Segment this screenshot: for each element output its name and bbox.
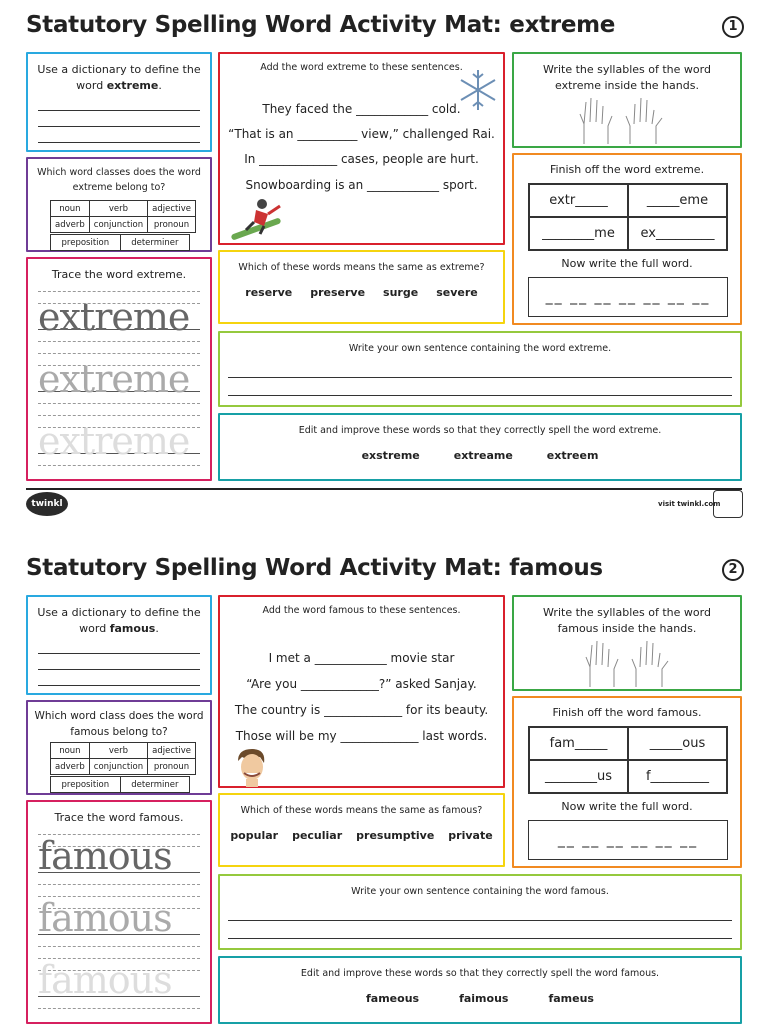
answer-line[interactable] bbox=[228, 920, 732, 921]
snowboarder-icon bbox=[226, 196, 288, 242]
trace-word-medium: extreme bbox=[38, 357, 190, 401]
word-classes-table bbox=[50, 200, 196, 233]
word-classes-box bbox=[26, 700, 212, 795]
edit-instruction: Edit and improve these words so that they correctly spell the word famous. bbox=[300, 968, 660, 979]
answer-line[interactable] bbox=[228, 395, 732, 396]
answer-line[interactable] bbox=[38, 110, 200, 111]
trace-label: Trace the word extreme. bbox=[51, 268, 187, 281]
misspelling-option[interactable]: extreame bbox=[453, 449, 513, 462]
footer-divider bbox=[26, 488, 742, 490]
option-surge[interactable]: surge bbox=[383, 286, 419, 299]
edit-options bbox=[220, 992, 740, 1005]
class-noun[interactable]: noun bbox=[51, 743, 90, 759]
twinkl-logo: twinkl bbox=[26, 492, 68, 516]
own-sentence-instruction: Write your own sentence containing the word extreme. bbox=[348, 343, 612, 354]
word-classes-table-row3 bbox=[50, 776, 190, 793]
full-word-label: Now write the full word. bbox=[561, 800, 693, 813]
answer-line[interactable] bbox=[38, 685, 200, 686]
define-instruction: Use a dictionary to define the word extreme. bbox=[37, 63, 201, 92]
class-adverb[interactable]: adverb bbox=[51, 759, 90, 775]
option-presumptive[interactable]: presumptive bbox=[356, 829, 435, 842]
sentence-4[interactable]: Snowboarding is an ____________ sport. bbox=[245, 178, 478, 192]
own-sentence-instruction: Write your own sentence containing the word famous. bbox=[351, 886, 609, 897]
visit-link[interactable]: visit twinkl.com bbox=[658, 500, 721, 508]
edit-box bbox=[218, 413, 742, 481]
sentences-instruction: Add the word extreme to these sentences. bbox=[260, 62, 463, 73]
synonym-options bbox=[220, 286, 503, 299]
class-preposition[interactable]: preposition bbox=[51, 777, 121, 793]
class-conjunction[interactable]: conjunction bbox=[89, 759, 147, 775]
finish-box bbox=[512, 153, 742, 325]
finish-grid bbox=[528, 726, 728, 794]
class-determiner[interactable]: determiner bbox=[120, 235, 189, 251]
full-word-field[interactable]: __ __ __ __ __ __ __ bbox=[528, 277, 728, 317]
option-peculiar[interactable]: peculiar bbox=[292, 829, 343, 842]
class-conjunction[interactable]: conjunction bbox=[89, 217, 147, 233]
trace-word-light: famous bbox=[38, 958, 172, 1002]
misspelling-option[interactable]: fameus bbox=[548, 992, 594, 1005]
edit-box bbox=[218, 956, 742, 1024]
answer-line[interactable] bbox=[228, 938, 732, 939]
hands-icon[interactable] bbox=[578, 96, 666, 146]
misspelling-option[interactable]: extreem bbox=[546, 449, 599, 462]
class-pronoun[interactable]: pronoun bbox=[148, 759, 196, 775]
word-classes-question: Which word classes does the word extreme belong to? bbox=[37, 167, 201, 193]
synonym-question: Which of these words means the same as famous? bbox=[240, 805, 483, 816]
define-instruction: Use a dictionary to define the word famous. bbox=[37, 606, 201, 635]
answer-line[interactable] bbox=[38, 653, 200, 654]
class-adjective[interactable]: adjective bbox=[148, 201, 196, 217]
page-title: Statutory Spelling Word Activity Mat: extreme bbox=[26, 12, 616, 38]
synonym-options bbox=[220, 829, 503, 842]
sentence-2[interactable]: “Are you _____________?” asked Sanjay. bbox=[246, 677, 477, 691]
snowflake-icon bbox=[458, 68, 498, 112]
class-noun[interactable]: noun bbox=[51, 201, 90, 217]
synonym-box bbox=[218, 793, 505, 867]
edit-instruction: Edit and improve these words so that they correctly spell the word extreme. bbox=[298, 425, 662, 436]
trace-word-dark: famous bbox=[38, 834, 172, 878]
edit-options bbox=[220, 449, 740, 462]
answer-line[interactable] bbox=[228, 377, 732, 378]
own-sentence-box bbox=[218, 331, 742, 407]
word-classes-question: Which word class does the word famous belong to? bbox=[34, 710, 204, 738]
quality-badge-icon bbox=[713, 490, 743, 518]
trace-label: Trace the word famous. bbox=[54, 811, 184, 824]
activity-mat-famous bbox=[0, 543, 768, 1024]
finish-cell[interactable]: extr_____ bbox=[529, 184, 628, 217]
class-verb[interactable]: verb bbox=[89, 743, 147, 759]
sentence-1[interactable]: I met a ____________ movie star bbox=[268, 651, 455, 665]
answer-line[interactable] bbox=[38, 126, 200, 127]
finish-box bbox=[512, 696, 742, 868]
trace-box bbox=[26, 257, 212, 481]
trace-word-dark: extreme bbox=[38, 295, 190, 339]
option-preserve[interactable]: preserve bbox=[310, 286, 366, 299]
sentences-instruction: Add the word famous to these sentences. bbox=[262, 605, 461, 616]
class-determiner[interactable]: determiner bbox=[120, 777, 189, 793]
trace-word-medium: famous bbox=[38, 896, 172, 940]
word-classes-table-row3 bbox=[50, 234, 190, 251]
page-number: 2 bbox=[722, 559, 744, 581]
option-popular[interactable]: popular bbox=[230, 829, 279, 842]
option-private[interactable]: private bbox=[448, 829, 493, 842]
finish-cell[interactable]: ________us bbox=[529, 760, 628, 793]
trace-word-light: extreme bbox=[38, 419, 190, 463]
hands-icon[interactable] bbox=[584, 639, 672, 689]
finish-cell[interactable]: fam_____ bbox=[529, 727, 628, 760]
finish-cell[interactable]: _____eme bbox=[628, 184, 727, 217]
synonym-box bbox=[218, 250, 505, 324]
finish-cell[interactable]: ex_________ bbox=[628, 217, 727, 250]
finish-cell[interactable]: ________me bbox=[529, 217, 628, 250]
finish-cell[interactable]: f_________ bbox=[628, 760, 727, 793]
syllables-box bbox=[512, 52, 742, 148]
define-box bbox=[26, 595, 212, 695]
sentence-3[interactable]: The country is _____________ for its beauty. bbox=[234, 703, 489, 717]
page-title: Statutory Spelling Word Activity Mat: famous bbox=[26, 555, 603, 581]
option-severe[interactable]: severe bbox=[436, 286, 478, 299]
finish-grid bbox=[528, 183, 728, 251]
class-pronoun[interactable]: pronoun bbox=[148, 217, 196, 233]
finish-cell[interactable]: _____ous bbox=[628, 727, 727, 760]
word-classes-table bbox=[50, 742, 196, 775]
sentences-box bbox=[218, 52, 505, 245]
sentence-3[interactable]: In _____________ cases, people are hurt. bbox=[244, 152, 479, 166]
own-sentence-box bbox=[218, 874, 742, 950]
misspelling-option[interactable]: exstreme bbox=[361, 449, 420, 462]
syllables-instruction: Write the syllables of the word extreme inside the hands. bbox=[543, 63, 711, 92]
celebrity-icon bbox=[230, 747, 274, 787]
full-word-field[interactable]: __ __ __ __ __ __ bbox=[528, 820, 728, 860]
finish-instruction: Finish off the word famous. bbox=[552, 706, 702, 719]
misspelling-option[interactable]: fameous bbox=[366, 992, 420, 1005]
sentence-4[interactable]: Those will be my _____________ last words. bbox=[235, 729, 488, 743]
option-reserve[interactable]: reserve bbox=[245, 286, 293, 299]
misspelling-option[interactable]: faimous bbox=[459, 992, 509, 1005]
syllables-instruction: Write the syllables of the word famous inside the hands. bbox=[543, 606, 711, 635]
synonym-question: Which of these words means the same as extreme? bbox=[238, 262, 485, 273]
page-number: 1 bbox=[722, 16, 744, 38]
answer-line[interactable] bbox=[38, 669, 200, 670]
define-box bbox=[26, 52, 212, 152]
class-preposition[interactable]: preposition bbox=[51, 235, 121, 251]
class-adjective[interactable]: adjective bbox=[148, 743, 196, 759]
sentence-1[interactable]: They faced the ____________ cold. bbox=[262, 102, 461, 116]
syllables-box bbox=[512, 595, 742, 691]
sentences-box bbox=[218, 595, 505, 788]
trace-box bbox=[26, 800, 212, 1024]
full-word-label: Now write the full word. bbox=[561, 257, 693, 270]
answer-line[interactable] bbox=[38, 142, 200, 143]
sentence-2[interactable]: “That is an __________ view,” challenged Rai. bbox=[228, 127, 495, 141]
word-classes-box bbox=[26, 157, 212, 252]
class-verb[interactable]: verb bbox=[89, 201, 147, 217]
class-adverb[interactable]: adverb bbox=[51, 217, 90, 233]
finish-instruction: Finish off the word extreme. bbox=[549, 163, 705, 176]
